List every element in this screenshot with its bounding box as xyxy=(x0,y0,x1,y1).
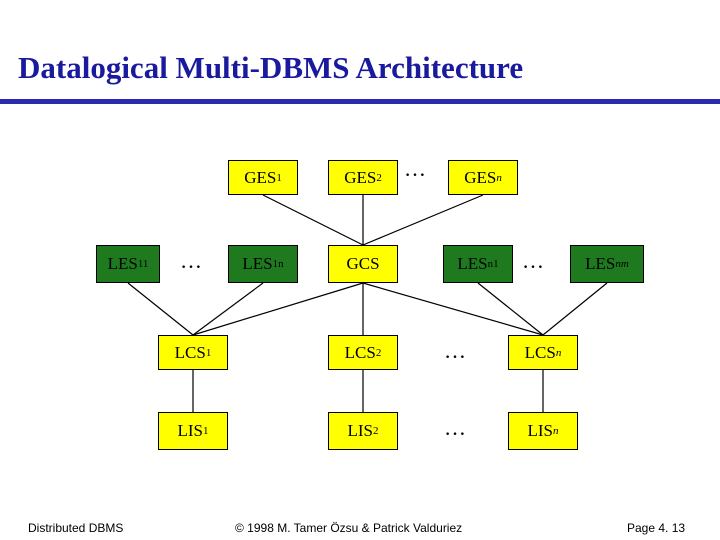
node-lesn1-sub: n1 xyxy=(487,258,499,270)
node-lcs1-label: LCS xyxy=(174,342,206,362)
node-lcs2-sub: 2 xyxy=(375,346,382,359)
edge-lesn1-lcsn xyxy=(478,283,543,335)
node-les1n xyxy=(228,245,298,283)
node-lis2-label: LIS xyxy=(347,421,373,440)
ellipsis-les-left: … xyxy=(180,248,203,273)
node-lesnm-sub: nm xyxy=(615,258,629,270)
edge-lesnm-lcsn xyxy=(543,283,607,335)
ellipsis-les-right: … xyxy=(522,248,545,273)
edge-les11-lcs1 xyxy=(128,283,193,335)
node-lcsn xyxy=(508,335,578,370)
footer-right: Page 4. 13 xyxy=(627,521,686,535)
ellipsis-ges: … xyxy=(404,156,427,181)
node-lis2 xyxy=(328,412,398,450)
node-les11-sub: 11 xyxy=(137,258,149,270)
node-les11-label: LES xyxy=(107,254,138,273)
node-ges1-label: GES xyxy=(244,167,277,187)
node-ges2-label: GES xyxy=(344,167,377,187)
edge-ges1-gcs xyxy=(263,195,363,245)
node-lesn1-label: LES xyxy=(457,254,488,273)
node-gesn-label: GES xyxy=(464,167,497,187)
node-lcs2 xyxy=(328,335,398,370)
node-lcsn-sub: n xyxy=(555,346,562,359)
node-gcs xyxy=(328,245,398,283)
node-ges1-sub: 1 xyxy=(276,171,282,184)
node-lisn-label: LIS xyxy=(527,421,553,440)
ellipsis-lcs: … xyxy=(444,338,467,363)
node-ges2 xyxy=(328,160,398,195)
node-lcs1-sub: 1 xyxy=(205,346,212,359)
edge-les1n-lcs1 xyxy=(193,283,263,335)
node-gcs-label: GCS xyxy=(346,254,380,273)
node-lesn1 xyxy=(443,245,513,283)
node-lisn xyxy=(508,412,578,450)
ellipsis-lis: … xyxy=(444,415,467,440)
node-lisn-sub: n xyxy=(553,425,559,437)
node-lesnm-label: LES xyxy=(585,254,616,273)
node-les11 xyxy=(96,245,160,283)
node-lis2-sub: 2 xyxy=(373,425,379,437)
edge-gcs-lcs1 xyxy=(193,283,363,335)
node-gesn xyxy=(448,160,518,195)
node-ges1 xyxy=(228,160,298,195)
node-lcsn-label: LCS xyxy=(524,342,556,362)
node-lis1 xyxy=(158,412,228,450)
node-les1n-sub: 1n xyxy=(272,258,284,270)
edge-gcs-lcsn xyxy=(363,283,543,335)
edge-gesn-gcs xyxy=(363,195,483,245)
node-lis1-sub: 1 xyxy=(203,425,209,437)
node-lesnm xyxy=(570,245,644,283)
node-gesn-sub: n xyxy=(496,171,502,184)
node-lcs1 xyxy=(158,335,228,370)
node-lis1-label: LIS xyxy=(177,421,203,440)
node-les1n-label: LES xyxy=(242,254,273,273)
node-lcs2-label: LCS xyxy=(344,342,376,362)
footer-left: Distributed DBMS xyxy=(28,521,124,535)
footer-center: © 1998 M. Tamer Özsu & Patrick Valduriez xyxy=(235,521,463,535)
node-ges2-sub: 2 xyxy=(376,171,382,184)
page-title: Datalogical Multi-DBMS Architecture xyxy=(18,50,524,85)
